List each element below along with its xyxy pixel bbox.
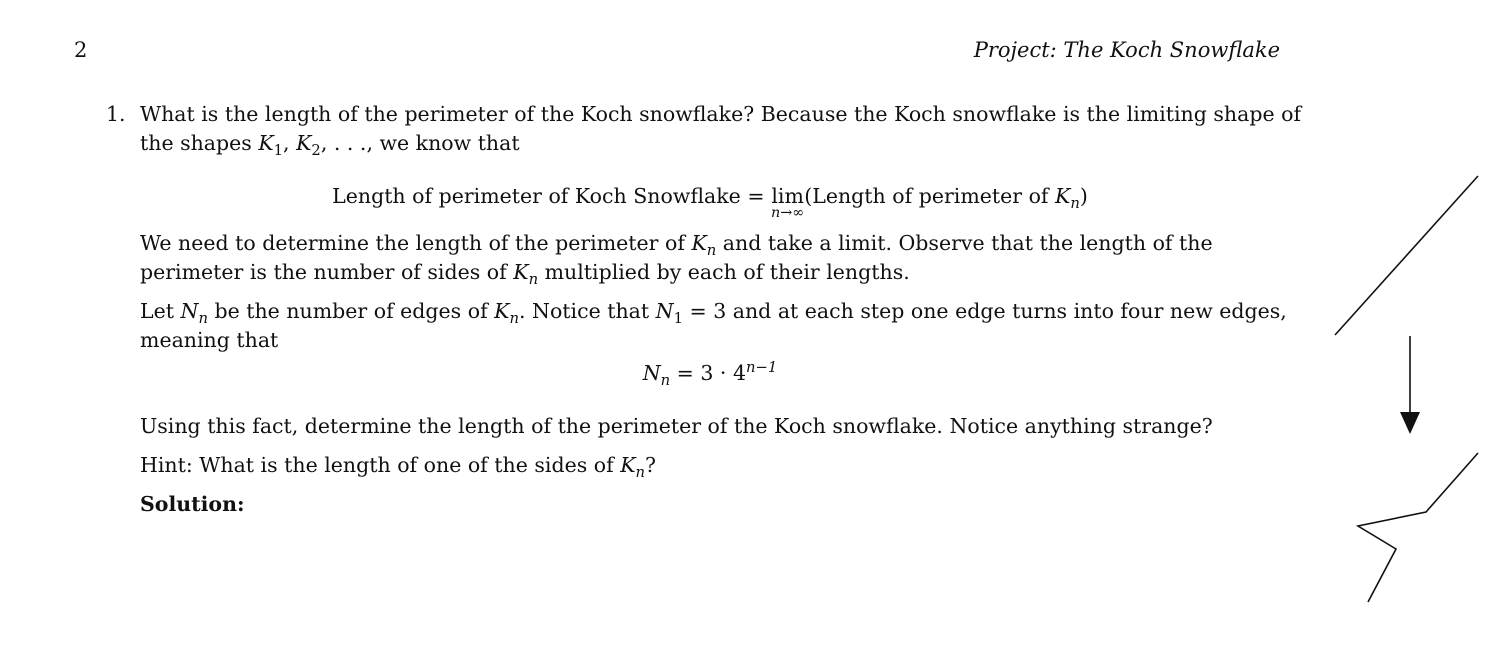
- math-var: K: [691, 231, 707, 255]
- math-var: K: [620, 453, 636, 477]
- equation-rhs-close: ): [1079, 184, 1088, 208]
- math-sub: 1: [273, 142, 284, 160]
- problem-1: [106, 100, 1316, 519]
- paragraph-task: Using this fact, determine the length of the perimeter of the Koch snowflake. Notice anything strange?: [140, 414, 1213, 438]
- limit-word: lim: [771, 184, 804, 208]
- display-equation-edges: [140, 359, 1280, 388]
- limit-subscript: n→∞: [771, 205, 805, 221]
- math-exponent: n−1: [746, 359, 778, 377]
- text-run: = 3 and at each step one edge turns into four new edges, meaning that: [140, 299, 1287, 352]
- running-title: Project: The Koch Snowflake: [973, 38, 1280, 62]
- math-var: N: [655, 299, 674, 323]
- text-run: ?: [645, 453, 657, 477]
- math-var: N: [642, 361, 661, 385]
- math-sub: 2: [311, 142, 321, 160]
- paragraph-determine: [140, 229, 1316, 287]
- math-ellipsis: , . . .: [320, 131, 367, 155]
- paragraph-edges: [140, 297, 1316, 355]
- math-sub: n: [660, 372, 671, 390]
- text-run: multiplied by each of their lengths.: [538, 260, 910, 284]
- text-run: Hint: What is the length of one of the sides of: [140, 453, 621, 477]
- text-run: , we know that: [366, 131, 520, 155]
- math-sub: n: [706, 242, 717, 260]
- arrow-head-icon: [1400, 412, 1420, 434]
- math-var: K: [296, 131, 312, 155]
- math-var: K: [513, 260, 529, 284]
- limit-operator: [771, 182, 804, 219]
- text-run: and take a limit. Observe that the length of the perimeter is the number of sides of: [140, 231, 1213, 284]
- text-run: We need to determine the length of the perimeter of: [140, 231, 692, 255]
- text-run: . Notice that: [519, 299, 656, 323]
- text-run: What is the length of the perimeter of the Koch snowflake? Because the Koch snowflake is the limiting shape of the shapes: [140, 102, 1302, 155]
- equation-lhs: Length of perimeter of Koch Snowflake =: [332, 184, 772, 208]
- text-run: Let: [140, 299, 181, 323]
- equation-rhs: (Length of perimeter of: [804, 184, 1056, 208]
- paragraph-hint: [140, 451, 1316, 480]
- original-segment: [1335, 176, 1478, 335]
- problem-number: 1.: [106, 102, 126, 126]
- equation-rhs: = 3 · 4: [670, 361, 747, 385]
- paragraph-intro: [140, 100, 1316, 158]
- math-sub: n: [635, 464, 646, 482]
- math-punct: ,: [283, 131, 297, 155]
- math-var: K: [258, 131, 274, 155]
- math-sub: n: [198, 310, 208, 328]
- koch-iteration-figure: [1330, 170, 1480, 610]
- math-var: N: [180, 299, 199, 323]
- solution-label: Solution:: [140, 492, 245, 516]
- math-sub: n: [509, 310, 519, 328]
- page-number: 2: [74, 38, 88, 62]
- math-sub: n: [1070, 195, 1080, 213]
- math-sub: 1: [673, 310, 683, 328]
- math-var: K: [494, 299, 510, 323]
- text-run: be the number of edges of: [207, 299, 495, 323]
- math-var: K: [1055, 184, 1071, 208]
- math-sub: n: [528, 271, 539, 289]
- koch-step-segment: [1358, 453, 1478, 602]
- problem-body: [140, 100, 1316, 519]
- display-equation-limit: [140, 182, 1280, 219]
